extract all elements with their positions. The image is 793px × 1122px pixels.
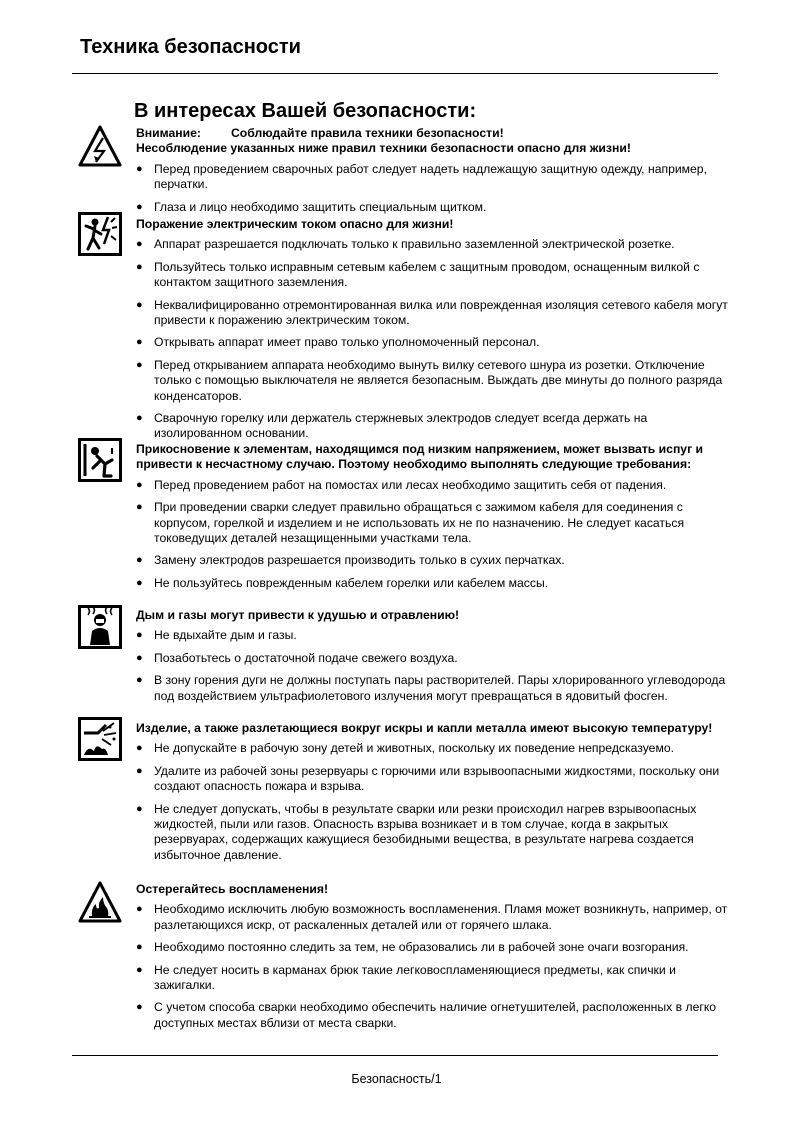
list-item: ● Необходимо исключить любую возможность воспламенения. Пламя может возникнуть, например, от разлетающихся искр, от раскаленных деталей или от горячего шлака. [136, 902, 736, 933]
bullet-list [136, 478, 736, 591]
list-item: ● При проведении сварки следует правильно обращаться с зажимом кабеля для соединения с корпусом, горелкой и изделием и не использовать их не по назначению. Не следует касаться токоведущих деталей незащищенными участками тела. [136, 500, 736, 546]
list-item: ● Сварочную горелку или держатель стержневых электродов следует всегда держать на изолированном основании. [136, 411, 736, 442]
list-item: ● Замену электродов разрешается производить только в сухих перчатках. [136, 553, 736, 568]
list-item: ● Перед проведением сварочных работ следует надеть надлежащую защитную одежду, например, перчатки. [136, 162, 736, 193]
page-title: Техника безопасности [80, 36, 301, 58]
list-item: ● Глаза и лицо необходимо защитить специальным щитком. [136, 200, 736, 215]
section-hot-sparks [136, 721, 736, 870]
bottom-divider [72, 1055, 718, 1056]
list-item: ● Открывать аппарат имеет право только уполномоченный персонал. [136, 335, 736, 350]
list-item: ● Не следует носить в карманах брюк такие легковоспламеняющиеся предметы, как спички и зажигалки. [136, 963, 736, 994]
low-voltage-touch-icon [78, 438, 122, 482]
electric-shock-icon [78, 212, 122, 256]
list-item: ● Перед проведением работ на помостах или лесах необходимо защитить себя от падения. [136, 478, 736, 493]
top-divider [72, 73, 718, 74]
section-title: Дым и газы могут привести к удушью и отравлению! [136, 608, 460, 622]
main-heading: В интересах Вашей безопасности: [134, 100, 477, 122]
section-low-voltage [136, 442, 736, 598]
bullet-list [136, 741, 736, 863]
section-fumes [136, 608, 736, 711]
sparks-icon [78, 717, 122, 761]
list-item: ● Пользуйтесь только исправным сетевым кабелем с защитным проводом, оснащенным вилкой с контактом защитного заземления. [136, 260, 736, 291]
attention-text: Соблюдайте правила техники безопасности! [231, 126, 504, 140]
list-item: ● Не допускайте в рабочую зону детей и животных, поскольку их поведение непредсказуемо. [136, 741, 736, 756]
section-electric-shock [136, 217, 736, 449]
section-fire [136, 882, 736, 1038]
list-item: ● Не следует допускать, чтобы в результате сварки или резки происходил нагрев взрывоопасных жидкостей, пыли или газов. Опасность взрыва возникает и в том случае, когда в закрытых резервуарах, содержащих кажущиеся безобидными вещества, в результате нагрева создается избыточное давление. [136, 802, 736, 864]
bullet-list [136, 902, 736, 1031]
section-general [136, 126, 736, 222]
list-item: ● Не пользуйтесь поврежденным кабелем горелки или кабелем массы. [136, 576, 736, 591]
attention-line [136, 126, 736, 141]
section-title: Поражение электрическим током опасно для жизни! [136, 217, 454, 231]
list-item: ● Аппарат разрешается подключать только к правильно заземленной электрической розетке. [136, 237, 736, 252]
list-item: ● Перед открыванием аппарата необходимо вынуть вилку сетевого шнура из розетки. Отключение только с помощью выключателя не является безопасным. Выждать две минуты до полного разряда конденсаторов. [136, 358, 736, 404]
list-item: ● Удалите из рабочей зоны резервуары с горючими или взрывоопасными жидкостями, поскольку они создают опасность пожара и взрыва. [136, 764, 736, 795]
list-item: ● С учетом способа сварки необходимо обеспечить наличие огнетушителей, расположенных в легко доступных местах вблизи от места сварки. [136, 1000, 736, 1031]
page-footer: Безопасность/1 [351, 1072, 442, 1086]
list-item: ● В зону горения дуги не должны поступать пары растворителей. Пары хлорированного углеводорода под воздействием ультрафиолетового излучения могут превращаться в ядовитый фосген. [136, 673, 736, 704]
list-item: ● Неквалифицированно отремонтированная вилка или поврежденная изоляция сетевого кабеля могут привести к поражению электрическим током. [136, 298, 736, 329]
section-title: Изделие, а также разлетающиеся вокруг искры и капли металла имеют высокую температуру! [136, 721, 713, 735]
bullet-list [136, 628, 736, 704]
list-item: ● Необходимо постоянно следить за тем, не образовались ли в рабочей зоне очаги возгорания. [136, 940, 736, 955]
attention-label: Внимание: [136, 126, 201, 140]
bullet-list [136, 237, 736, 441]
section-title: Прикосновение к элементам, находящимся под низким напряжением, может вызвать испуг и привести к несчастному случаю. Поэтому необходимо выполнять следующие требования: [136, 442, 704, 472]
fire-warning-icon [78, 880, 122, 924]
fumes-icon [78, 605, 122, 649]
general-warning-icon [78, 124, 122, 168]
section-title: Остерегайтесь воспламенения! [136, 882, 329, 896]
list-item: ● Не вдыхайте дым и газы. [136, 628, 736, 643]
list-item: ● Позаботьтесь о достаточной подаче свежего воздуха. [136, 651, 736, 666]
section-title: Несоблюдение указанных ниже правил техники безопасности опасно для жизни! [136, 141, 631, 156]
bullet-list [136, 162, 736, 215]
